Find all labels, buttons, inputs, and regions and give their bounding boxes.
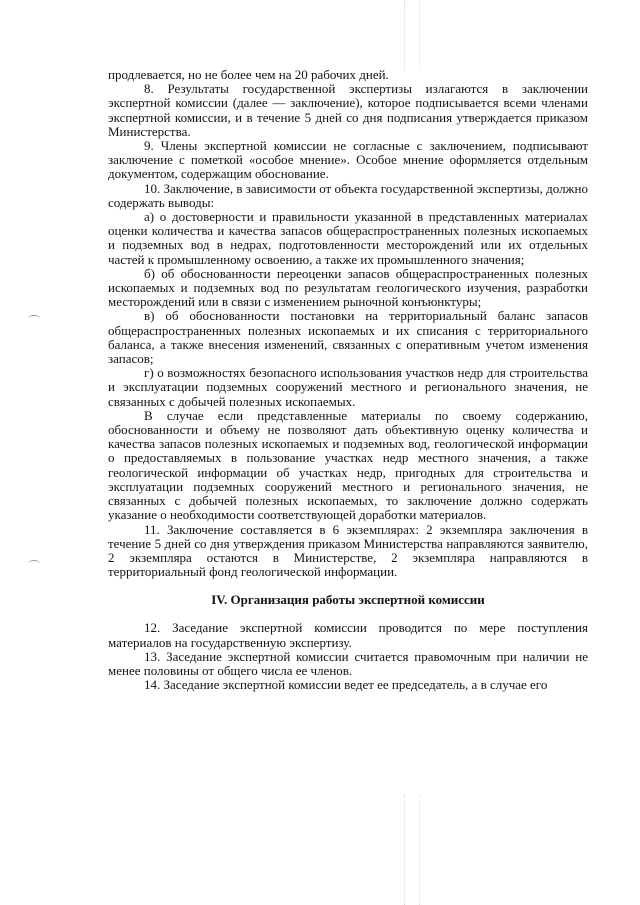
- paragraph-item-9: 9. Члены экспертной комиссии не согласные с заключением, подписывают заключение с пометкой «особое мнение». Особое мнение оформляется отдельным документом, содержащим обоснование.: [108, 138, 588, 182]
- section-heading: IV. Организация работы экспертной комиссии: [211, 592, 485, 608]
- paragraph-item-11: 11. Заключение составляется в 6 экземплярах: 2 экземпляра заключения в течение 5 дней со дня утверждения приказом Министерства направляются заявителю, 2 экземпляра остаются в Министерстве, 2 экземпляра направляются в территориальный фонд геологической информации.: [108, 521, 588, 580]
- paragraph-item-12: 12. Заседание экспертной комиссии проводится по мере поступления материалов на государственную экспертизу.: [108, 620, 588, 650]
- scan-artifact-strip: [404, 0, 420, 70]
- paragraph-item-13: 13. Заседание экспертной комиссии считается правомочным при наличии не менее половины от общего числа ее членов.: [108, 648, 588, 678]
- scan-artifact-strip: [404, 795, 420, 905]
- paragraph-item-8: 8. Результаты государственной экспертизы излагаются в заключении экспертной комиссии (далее — заключение), которое подписывается всеми членами экспертной комиссии, и в течение 5 дней со дня подписания утверждается приказом Министерства.: [108, 81, 588, 139]
- paragraph-item-10: 10. Заключение, в зависимости от объекта государственной экспертизы, должно содержать выводы:: [108, 180, 588, 210]
- paragraph-continuation: продлевается, но не более чем на 20 рабочих дней.: [108, 67, 389, 82]
- subitem-v: в) об обоснованности постановки на территориальный баланс запасов общераспространенных полезных ископаемых и их списания с территориального баланса, а также внесения изменений, связанных с оперативным учетом изменения запасов;: [108, 308, 588, 367]
- paragraph-insufficient-materials: В случае если представленные материалы по своему содержанию, обоснованности и объему не позволяют дать объективную оценку количества и качества запасов полезных ископаемых и подземных вод, геологической информации о предоставляемых в пользование участках недр местного значения, а также геологической информации об участках недр, пригодных для строительства и эксплуатации подземных сооружений местного и регионального значения, не связанных с добычей полезных ископаемых, то заключение должно содержать указание о необходимости соответствующей доработки материалов.: [108, 407, 588, 523]
- document-page: [108, 68, 588, 692]
- paragraph-item-14: 14. Заседание экспертной комиссии ведет ее председатель, а в случае его: [144, 677, 548, 693]
- punch-hole-mark: [28, 315, 40, 322]
- punch-hole-mark: [28, 560, 40, 567]
- subitem-b: б) об обоснованности переоценки запасов общераспространенных полезных ископаемых и подземных вод по результатам геологического изучения, разработки месторождений или в связи с изменением рыночной конъюнктуры;: [108, 265, 588, 310]
- subitem-a: а) о достоверности и правильности указанной в представленных материалах оценки количества и качества запасов общераспространенных полезных ископаемых и подземных вод в недрах, подготовленности месторождений или их отдельных частей к промышленному освоению, а также их промышленного значения;: [108, 209, 588, 267]
- subitem-g: г) о возможностях безопасного использования участков недр для строительства и эксплуатации подземных сооружений местного и регионального значения, не связанных с добычей полезных ископаемых.: [108, 365, 588, 409]
